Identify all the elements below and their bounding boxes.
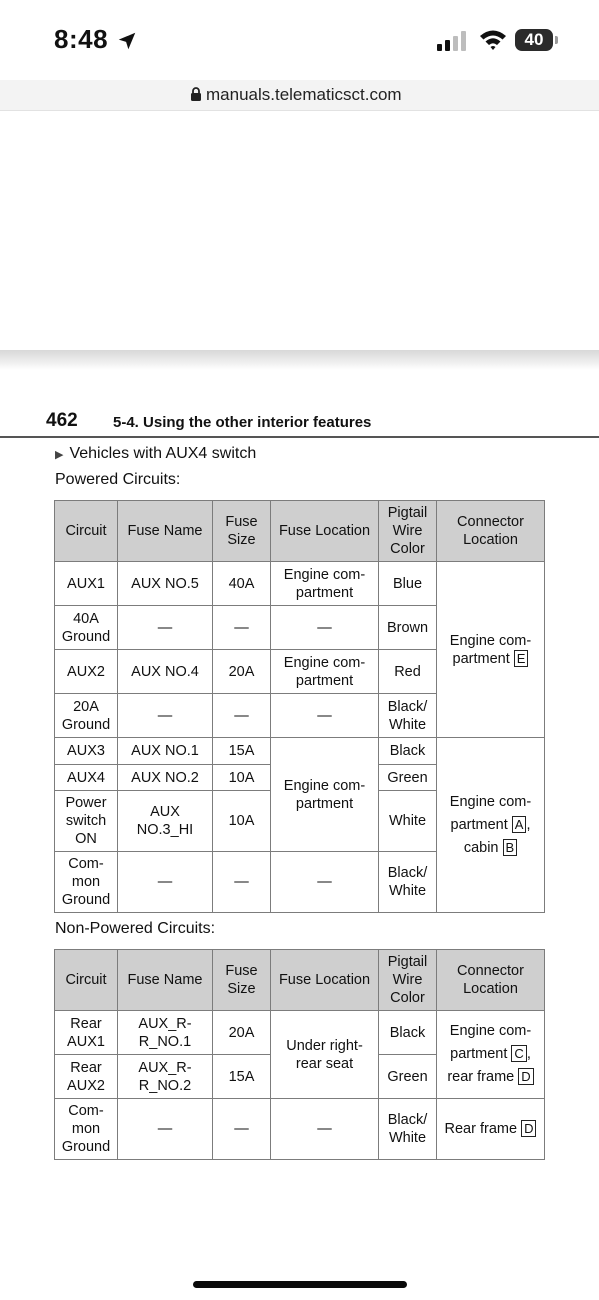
connector-letter: E <box>514 650 529 667</box>
fuse-size-cell: 10A <box>213 791 271 852</box>
connector-separator: , <box>526 816 531 833</box>
header-cell: Pigtail Wire Color <box>379 501 437 562</box>
vehicles-label <box>55 445 256 463</box>
header-cell: Pigtail Wire Color <box>379 950 437 1011</box>
fuse-name-cell: — <box>118 852 213 913</box>
fuse-name-cell: AUX_R- R_NO.2 <box>118 1055 213 1099</box>
connector-separator: , <box>526 1046 531 1062</box>
connector-letter: D <box>518 1068 533 1085</box>
fuse-size-cell: 40A <box>213 562 271 606</box>
non-powered-circuits-title: Non-Powered Circuits: <box>55 920 216 937</box>
circuit-cell: AUX4 <box>55 765 118 791</box>
url-text[interactable]: manuals.telematicsct.com <box>206 85 402 104</box>
lock-icon <box>190 87 202 101</box>
fuse-name-cell: AUX NO.5 <box>118 562 213 606</box>
connector-letter: B <box>503 839 518 856</box>
header-cell: Fuse Size <box>213 501 271 562</box>
fuse-size-cell: 20A <box>213 1011 271 1055</box>
wire-color-cell: Black <box>379 1011 437 1055</box>
fuse-location-cell: — <box>271 606 379 650</box>
header-cell: Connector Location <box>437 501 545 562</box>
non-powered-circuits-table <box>54 949 545 1160</box>
wifi-icon <box>478 28 508 52</box>
header-rule <box>0 436 599 438</box>
fuse-size-cell: 10A <box>213 765 271 791</box>
fuse-location-cell: — <box>271 852 379 913</box>
table-row <box>55 738 545 765</box>
connector-text: rear frame <box>447 1069 515 1085</box>
fuse-size-cell: 20A <box>213 650 271 694</box>
fuse-name-cell: AUX NO.3_HI <box>118 791 213 852</box>
status-bar <box>0 0 599 80</box>
wire-color-cell: Black/ White <box>379 694 437 738</box>
circuit-cell: Com- mon Ground <box>55 1099 118 1160</box>
fuse-name-cell: — <box>118 606 213 650</box>
circuit-cell: Rear AUX1 <box>55 1011 118 1055</box>
header-cell: Connector Location <box>437 950 545 1011</box>
cellular-signal-icon <box>437 31 467 51</box>
fuse-size-cell: 15A <box>213 1055 271 1099</box>
header-cell: Fuse Name <box>118 950 213 1011</box>
connector-text: Engine com- partment <box>449 1023 532 1062</box>
fuse-size-cell: — <box>213 852 271 913</box>
connector-letter: A <box>512 816 527 833</box>
connector-text: Engine com- partment <box>449 793 532 833</box>
circuit-cell: 40A Ground <box>55 606 118 650</box>
circuit-cell: Com- mon Ground <box>55 852 118 913</box>
wire-color-cell: Blue <box>379 562 437 606</box>
wire-color-cell: Black <box>379 738 437 765</box>
powered-circuits-table <box>54 500 545 913</box>
connector-letter: D <box>521 1120 536 1137</box>
fuse-location-cell: Engine com- partment <box>271 738 379 852</box>
fuse-location-cell: — <box>271 1099 379 1160</box>
header-cell: Fuse Name <box>118 501 213 562</box>
circuit-cell: Power switch ON <box>55 791 118 852</box>
vehicles-text: Vehicles with AUX4 switch <box>69 445 257 462</box>
connector-location-cell <box>437 1099 545 1160</box>
table-row <box>55 562 545 606</box>
section-title: 5-4. Using the other interior features <box>113 414 372 431</box>
wire-color-cell: White <box>379 791 437 852</box>
header-cell: Fuse Location <box>271 501 379 562</box>
circuit-cell: AUX1 <box>55 562 118 606</box>
fuse-name-cell: AUX NO.4 <box>118 650 213 694</box>
powered-circuits-title: Powered Circuits: <box>55 471 181 488</box>
fuse-name-cell: AUX NO.1 <box>118 738 213 765</box>
table-header-row <box>55 501 545 562</box>
home-indicator[interactable] <box>193 1281 407 1288</box>
connector-location-cell <box>437 562 545 738</box>
battery-cap <box>555 36 558 44</box>
wire-color-cell: Red <box>379 650 437 694</box>
header-cell: Circuit <box>55 950 118 1011</box>
fuse-size-cell: 15A <box>213 738 271 765</box>
fuse-location-cell: Engine com- partment <box>271 650 379 694</box>
connector-text: cabin <box>463 839 499 856</box>
page-separator <box>0 350 599 370</box>
wire-color-cell: Green <box>379 765 437 791</box>
fuse-name-cell: AUX NO.2 <box>118 765 213 791</box>
battery-icon: 40 <box>515 29 553 51</box>
fuse-name-cell: AUX_R- R_NO.1 <box>118 1011 213 1055</box>
header-cell: Circuit <box>55 501 118 562</box>
wire-color-cell: Brown <box>379 606 437 650</box>
circuit-cell: AUX2 <box>55 650 118 694</box>
fuse-size-cell: — <box>213 694 271 738</box>
circuit-cell: 20A Ground <box>55 694 118 738</box>
location-arrow-icon <box>116 30 138 52</box>
fuse-size-cell: — <box>213 1099 271 1160</box>
connector-text: Rear frame <box>444 1121 518 1137</box>
table-header-row <box>55 950 545 1011</box>
fuse-name-cell: — <box>118 1099 213 1160</box>
page-number: 462 <box>46 410 78 431</box>
connector-letter: C <box>511 1045 526 1062</box>
fuse-location-cell: Engine com- partment <box>271 562 379 606</box>
table-row <box>55 1011 545 1055</box>
fuse-name-cell: — <box>118 694 213 738</box>
header-cell: Fuse Location <box>271 950 379 1011</box>
circuit-cell: AUX3 <box>55 738 118 765</box>
fuse-size-cell: — <box>213 606 271 650</box>
wire-color-cell: Black/ White <box>379 1099 437 1160</box>
table-row <box>55 1099 545 1160</box>
header-cell: Fuse Size <box>213 950 271 1011</box>
triangle-bullet-icon: ▶ <box>55 449 64 461</box>
connector-text: Engine com- partment <box>449 632 532 667</box>
fuse-location-cell: — <box>271 694 379 738</box>
fuse-location-cell: Under right- rear seat <box>271 1011 379 1099</box>
connector-location-cell <box>437 1011 545 1099</box>
connector-location-cell <box>437 738 545 913</box>
circuit-cell: Rear AUX2 <box>55 1055 118 1099</box>
wire-color-cell: Green <box>379 1055 437 1099</box>
status-time: 8:48 <box>54 24 109 54</box>
wire-color-cell: Black/ White <box>379 852 437 913</box>
